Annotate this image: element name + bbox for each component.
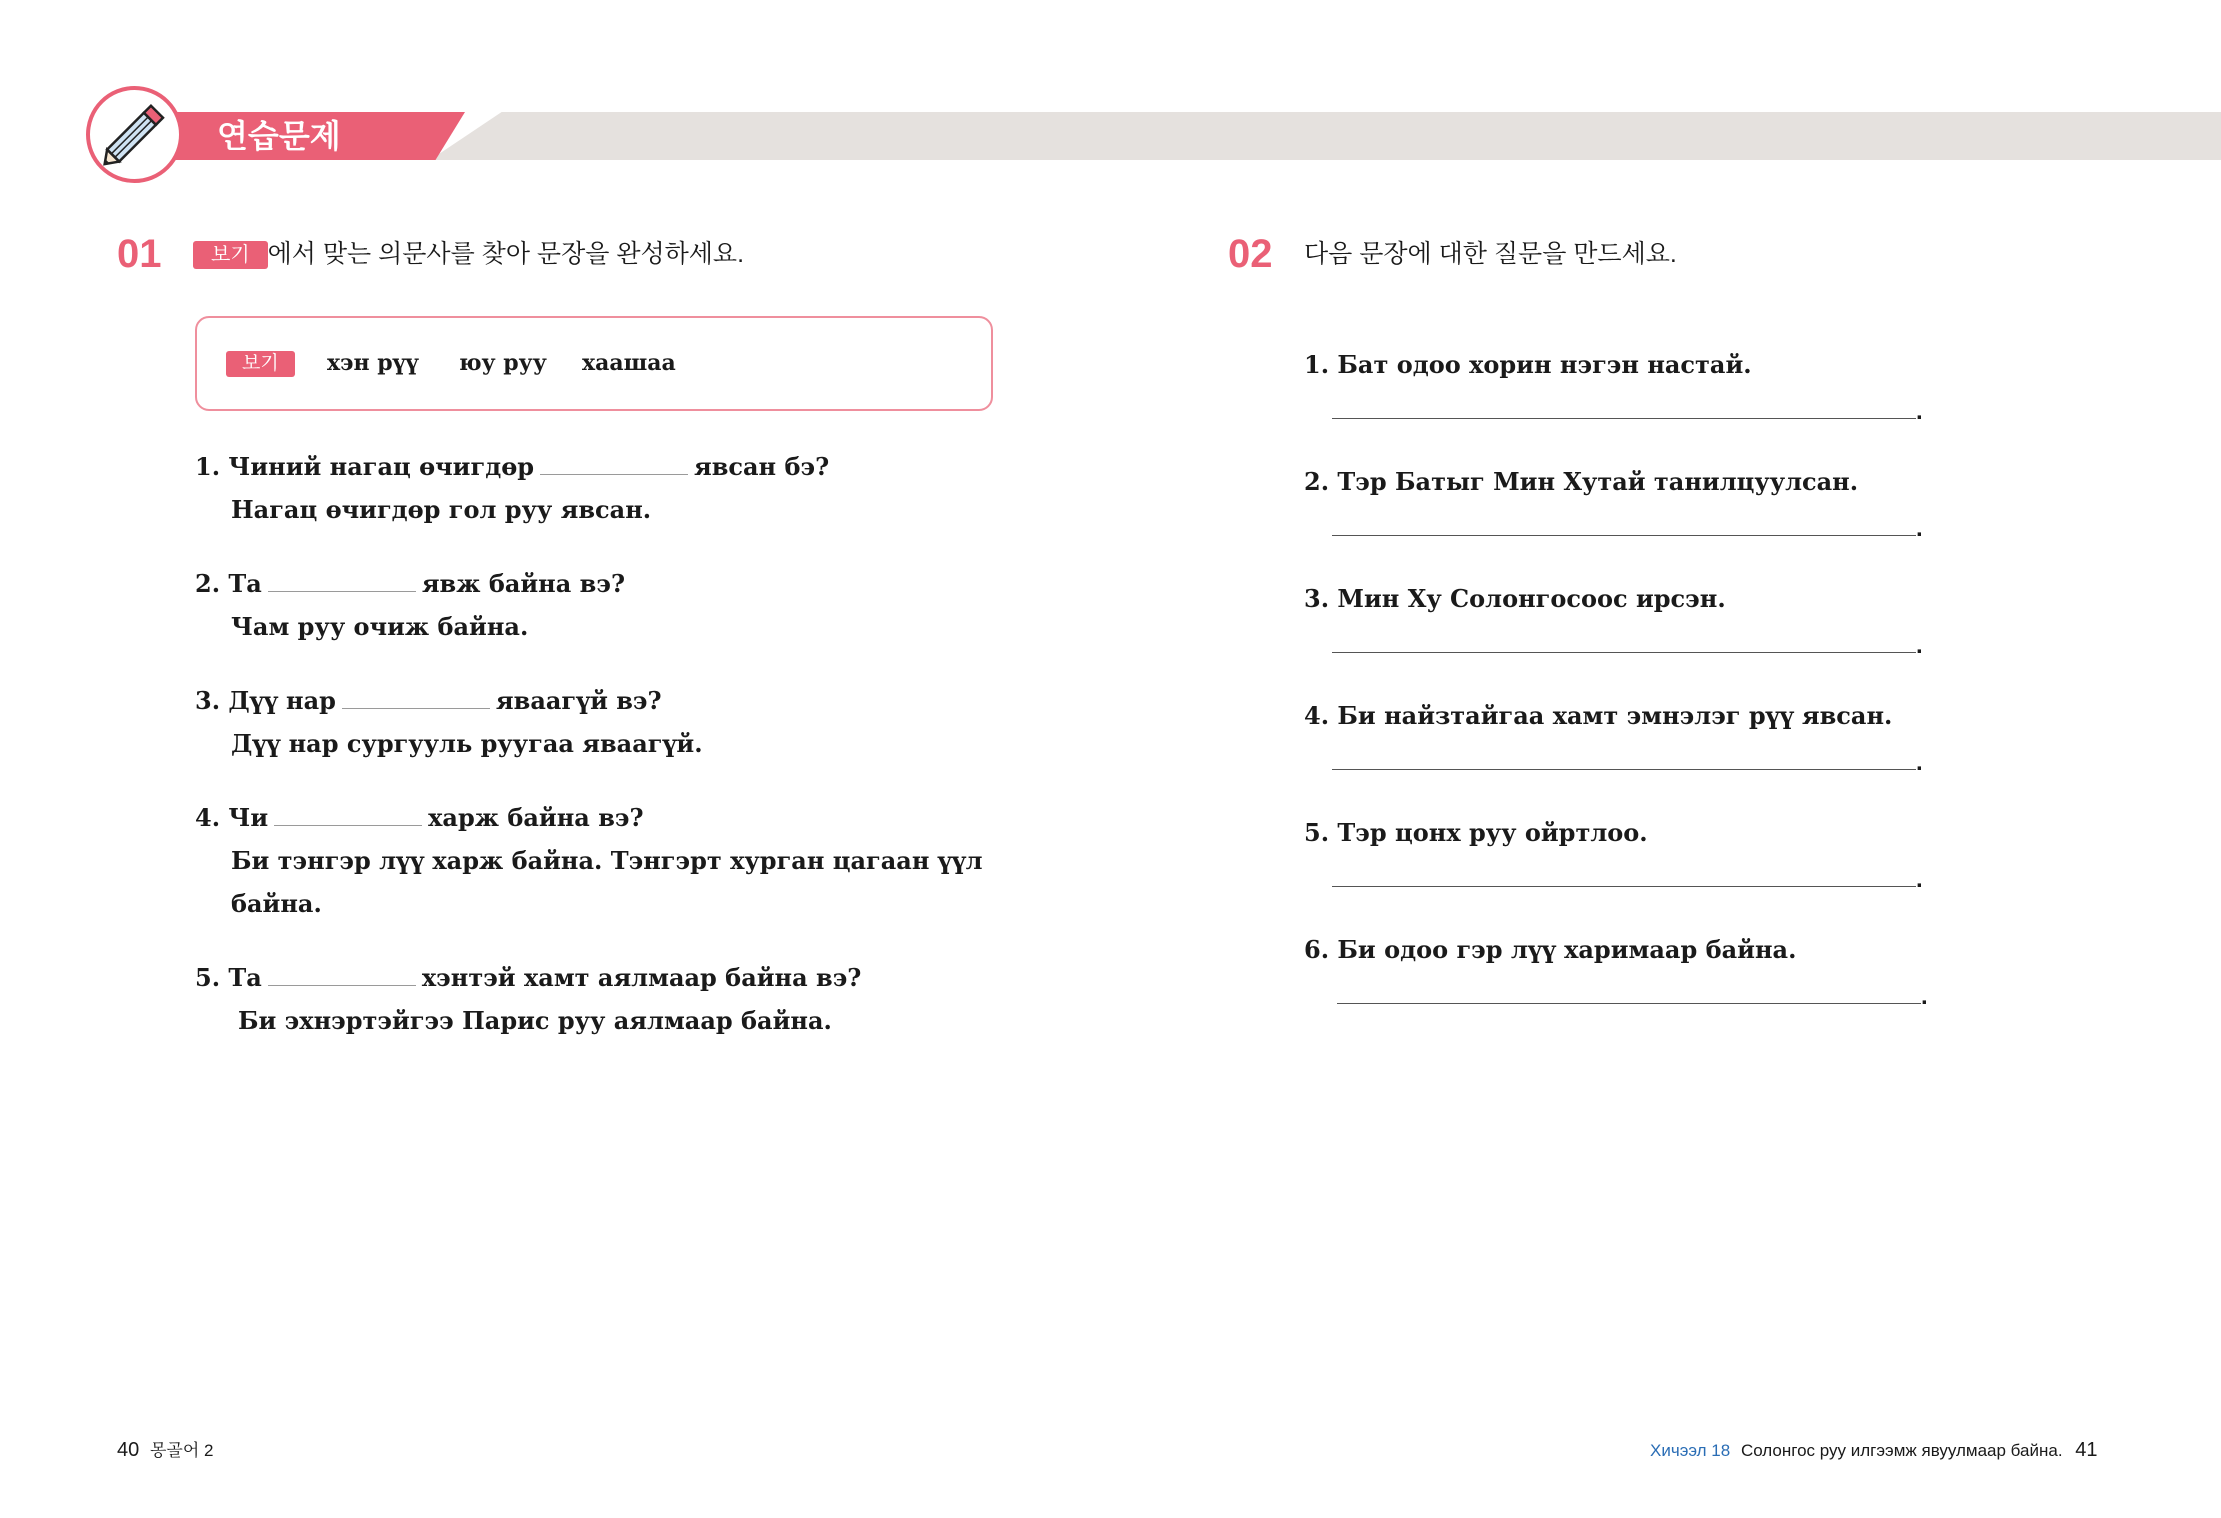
s2-period-6: .: [1921, 983, 1928, 1010]
s2-item-2: 2. Тэр Батыг Мин Хутай танилцуулсан.: [1304, 467, 1859, 496]
s2-period-4: .: [1916, 749, 1923, 776]
section2-instruction: 다음 문장에 대한 질문을 만드세요.: [1304, 240, 1677, 268]
s1-q3-before: 3. Дүү нар: [195, 686, 336, 715]
footer-left-book: 몽골어 2: [149, 1441, 214, 1460]
s2-period-5: .: [1916, 866, 1923, 893]
header-band-gray: [430, 112, 2221, 160]
s1-question-1: [195, 451, 829, 483]
s1-q5-blank[interactable]: [268, 963, 416, 986]
s2-item-1: 1. Бат одоо хорин нэгэн настай.: [1304, 350, 1752, 379]
s2-answer-line-6[interactable]: [1337, 1003, 1921, 1004]
s1-answer-4-cont: байна.: [231, 889, 322, 918]
s1-q1-after: явсан бэ?: [693, 452, 830, 481]
section1-instruction-text: 에서 맞는 의문사를 찾아 문장을 완성하세요.: [267, 240, 745, 268]
s1-q4-blank[interactable]: [274, 803, 422, 826]
footer-left-page: 40: [117, 1439, 140, 1461]
s1-question-3: [195, 685, 662, 717]
option-2: юу руу: [459, 350, 547, 376]
s2-item-5: 5. Тэр цонх руу ойртлоо.: [1304, 818, 1648, 847]
s1-question-4: [195, 802, 644, 834]
footer-right: [1650, 1438, 2098, 1463]
option-3: хаашаа: [582, 350, 676, 376]
example-box-tag-wrap: [226, 351, 295, 377]
s1-answer-1: Нагац өчигдөр гол руу явсан.: [231, 495, 652, 524]
s1-answer-4: Би тэнгэр лүү харж байна. Тэнгэрт хурган цагаан үүл: [231, 846, 983, 875]
s2-answer-line-1[interactable]: [1332, 418, 1916, 419]
s2-answer-line-2[interactable]: [1332, 535, 1916, 536]
s2-period-2: .: [1916, 515, 1923, 542]
s2-answer-line-4[interactable]: [1332, 769, 1916, 770]
s1-answer-2: Чам руу очиж байна.: [231, 612, 529, 641]
s1-q5-after: хэнтэй хамт аялмаар байна вэ?: [421, 963, 862, 992]
section1-instruction: [193, 238, 744, 270]
s1-q4-before: 4. Чи: [195, 803, 269, 832]
s1-question-5: [195, 962, 861, 994]
s2-period-3: .: [1916, 632, 1923, 659]
footer-right-page: 41: [2075, 1439, 2098, 1461]
option-1: хэн рүү: [327, 350, 419, 376]
s2-answer-line-3[interactable]: [1332, 652, 1916, 653]
footer-right-title: Солонгос руу илгээмж явуулмаар байна.: [1740, 1441, 2063, 1460]
section1-number: 01: [117, 232, 162, 276]
s2-period-1: .: [1916, 398, 1923, 425]
s1-q1-blank[interactable]: [540, 452, 688, 475]
s1-answer-5: Би эхнэртэйгээ Парис руу аялмаар байна.: [238, 1006, 832, 1035]
footer-left: [117, 1438, 213, 1463]
s1-q3-after: яваагүй вэ?: [495, 686, 662, 715]
example-box-tag: 보기: [226, 351, 295, 377]
s1-q4-after: харж байна вэ?: [428, 803, 644, 832]
footer-right-lesson: Хичээл 18: [1650, 1441, 1731, 1460]
s1-q2-before: 2. Та: [195, 569, 262, 598]
s2-answer-line-5[interactable]: [1332, 886, 1916, 887]
pencil-icon: [90, 90, 179, 179]
pencil-logo: [86, 86, 183, 183]
s1-answer-3: Дүү нар сургууль руугаа яваагүй.: [231, 729, 703, 758]
example-tag: 보기: [193, 241, 268, 269]
page-title: 연습문제: [217, 118, 341, 154]
section2-number: 02: [1228, 232, 1273, 276]
s2-item-3: 3. Мин Ху Солонгосоос ирсэн.: [1304, 584, 1726, 613]
s1-q2-blank[interactable]: [268, 569, 416, 592]
s1-q3-blank[interactable]: [342, 686, 490, 709]
s2-item-6: 6. Би одоо гэр лүү харимаар байна.: [1304, 935, 1797, 964]
s1-q2-after: явж байна вэ?: [421, 569, 626, 598]
s1-q1-before: 1. Чиний нагац өчигдөр: [195, 452, 534, 481]
s2-item-4: 4. Би найзтайгаа хамт эмнэлэг рүү явсан.: [1304, 701, 1893, 730]
s1-q5-before: 5. Та: [195, 963, 262, 992]
s1-question-2: [195, 568, 625, 600]
